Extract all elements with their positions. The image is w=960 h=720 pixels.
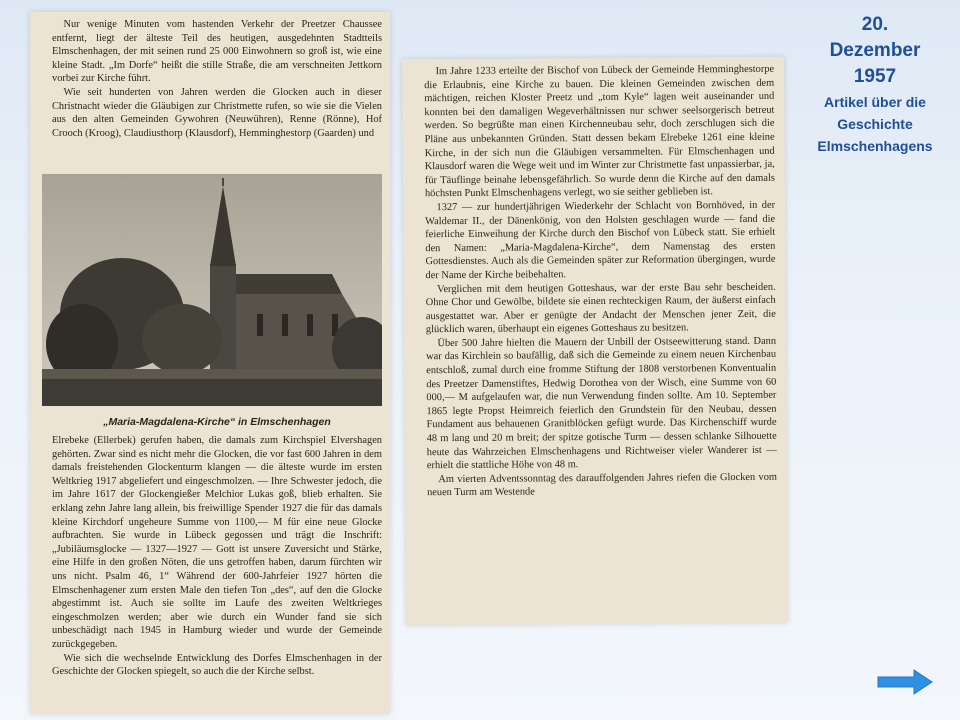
title-caption-line-2: Geschichte: [837, 116, 913, 132]
right-paragraph-3: Verglichen mit dem heutigen Gotteshaus, war der erste Bau sehr bescheiden. Ohne Chor und Gewölbe, bildete sie einen rechteckigen Raum, der äußerst einfach ausgestattet war. Aber er genügte der Andacht der Menschen jener Zeit, die glücklich waren, überhaupt ein eigenes Gotteshaus zu besitzen.: [425, 281, 776, 336]
left-body-paragraph-1: Elrebeke (Ellerbek) gerufen haben, die damals zum Kirchspiel Elvershagen gehörten. Zwar sind es nicht mehr die Glocken, die vor fast 600 Jahren in dem damals freistehenden Glockenturm klangen — die älteste wurde im ersten Weltkrieg 1917 abgeliefert und eingeschmolzen. — Ihre Schwester jedoch, die im Jahre 1617 der Glockengießer Melchior Lukas goß, blieb erhalten. Sie erklang zehn Jahre lang allein, bis freiwillige Spender 1927 die für das damals kleine Kirchdorf ungeheure Summe von 1100,— M für eine neue Glocke aufbrachten. Sie wurde in Lübeck gegossen und trägt die Inschrift: „Jubiläumsglocke — 1327—1927 — Gott ist unsere Zuversicht und Stärke, eine Hilfe in den großen Nöten, die uns getroffen haben, darum fürchten wir uns nicht. Psalm 46, 1“ Während der 600-Jahrfeier 1927 hörten die Elmschenhagener zum ersten Male den tiefen Ton „des“, auf den die Glocke abgestimmt ist. Auch sie sollte im Laufe des zweiten Weltkrieges eingeschmolzen werden; aber wie durch ein Wunder fand sie sich unbeschädigt nach 1945 in Hamburg wieder und wurde der Gemeinde zurückgegeben.: [52, 435, 382, 650]
article-clipping-left: [30, 12, 390, 714]
title-caption-line-3: Elmschenhagens: [817, 138, 933, 154]
title-day: 20.: [861, 14, 889, 35]
article-clipping-right: [402, 57, 788, 626]
church-photo: [42, 174, 382, 406]
right-paragraph-2: 1327 — zur hundertjährigen Wiederkehr der Schlacht von Bornhöved, in der Waldemar II., der Dänenkönig, von den Holsten geschlagen wurde — fand die feierliche Einweihung der Kirche durch den Bischof von Lübeck statt. Sie erhielt den Namen: „Maria-Magdalena-Kirche“, dem Namenstag des ersten Gottesdienstes. Auch als die Gemeinden später zur Reformation übergingen, wurde der Name der Kirche beibehalten.: [425, 199, 776, 282]
right-paragraph-4: Über 500 Jahre hielten die Mauern der Unbill der Ostseewitterung stand. Dann war das Kirchlein so baufällig, daß sich die Gemeinde zu einem neuen Kirchenbau entschloß, zumal durch eine fromme Stiftung der 1808 verstorbenen Konventualin des Preetzer Damenstiftes, Hedwig Dorothea von der Wisch, eine Summe von 60 000,— M aufgelaufen war, die nun Verwendung finden sollte. Am 10. September 1865 legte Propst Heimreich feierlich den Grundstein für den Neubau, dessen Fundament aus behauenen Granitblöcken gefügt wurde. Das Kirchenschiff wurde 48 m lang und 20 m breit; der spitze gotische Turm — dessen schlanke Silhouette heute das Wahrzeichen Elmschenhagens und Richtweiser vieler Wanderer ist — erhielt die stattliche Höhe von 48 m.: [426, 335, 777, 472]
title-month: Dezember: [829, 40, 921, 61]
arrow-right-icon: [876, 668, 934, 696]
title-caption-line-1: Artikel über die: [824, 94, 926, 110]
next-slide-button[interactable]: [876, 668, 934, 696]
slide-title: [800, 12, 950, 156]
right-paragraph-1: Im Jahre 1233 erteilte der Bischof von Lübeck der Gemeinde Hemminghestorpe die Erlaubnis, eine Kirche zu bauen. Die kleinen Gemeinden zwischen dem mächtigen, reichen Kloster Preetz und „tom Kyle“ lagen weit auseinander und konnten bei den damaligen Wegeverhältnissen nur schwer seelsorgerisch betreut werden. So begrüßte man einen Kirchenneubau sehr, doch zerschlugen sich die Pläne aus unbekannten Gründen. Statt dessen bekam Elrebeke 1261 eine kleine Kirche, in der sich nun die Gläubigen versammelten. Für Elmschenhagen und Klausdorf waren die Wege weit und im Winter zur Christmette fast unpassierbar, ja, für Täuflinge beinahe lebensgefährlich. So wurde denn die Kirche auf den damals höchsten Punkt Elmschenhagens verlegt, wo sie seither geblieben ist.: [424, 63, 775, 200]
left-body-paragraph-2: Wie sich die wechselnde Entwicklung des Dorfes Elmschenhagen in der Geschichte der Glocken spiegelt, so auch die der Kirche selbst.: [52, 652, 382, 678]
left-intro: [52, 18, 382, 140]
title-year: 1957: [853, 66, 897, 87]
right-paragraph-5: Am vierten Adventssonntag des darauffolgenden Jahres riefen die Glocken vom neuen Turm am Westende: [427, 471, 777, 499]
left-intro-paragraph-2: Wie seit hunderten von Jahren werden die Glocken auch in dieser Christnacht wieder die Gläubigen zur Christmette rufen, so wie sie die Vielen aus den alten Gemeinden Gywohren (Neuwühren), Renne (Rönne), Hof Crooch (Kroog), Claudiusthorp (Klausdorf), Hemminghestorp (Gaarden) und: [52, 86, 382, 139]
photo-caption: „Maria-Magdalena-Kirche“ in Elmschenhagen: [103, 416, 331, 428]
left-intro-paragraph-1: Nur wenige Minuten vom hastenden Verkehr der Preetzer Chaussee entfernt, liegt der älteste Teil des heutigen, ausgedehnten Stadtteils Elmschenhagen, der mit seinen rund 25 000 Einwohnern so groß ist, wie eine kleine Stadt. „Im Dorfe“ heißt die stille Straße, die am verschneiten Jettkorn vorbei zur Kirche führt.: [52, 19, 382, 85]
left-body: [52, 434, 382, 679]
right-body: [424, 63, 777, 500]
church-photo-image: [42, 174, 382, 406]
